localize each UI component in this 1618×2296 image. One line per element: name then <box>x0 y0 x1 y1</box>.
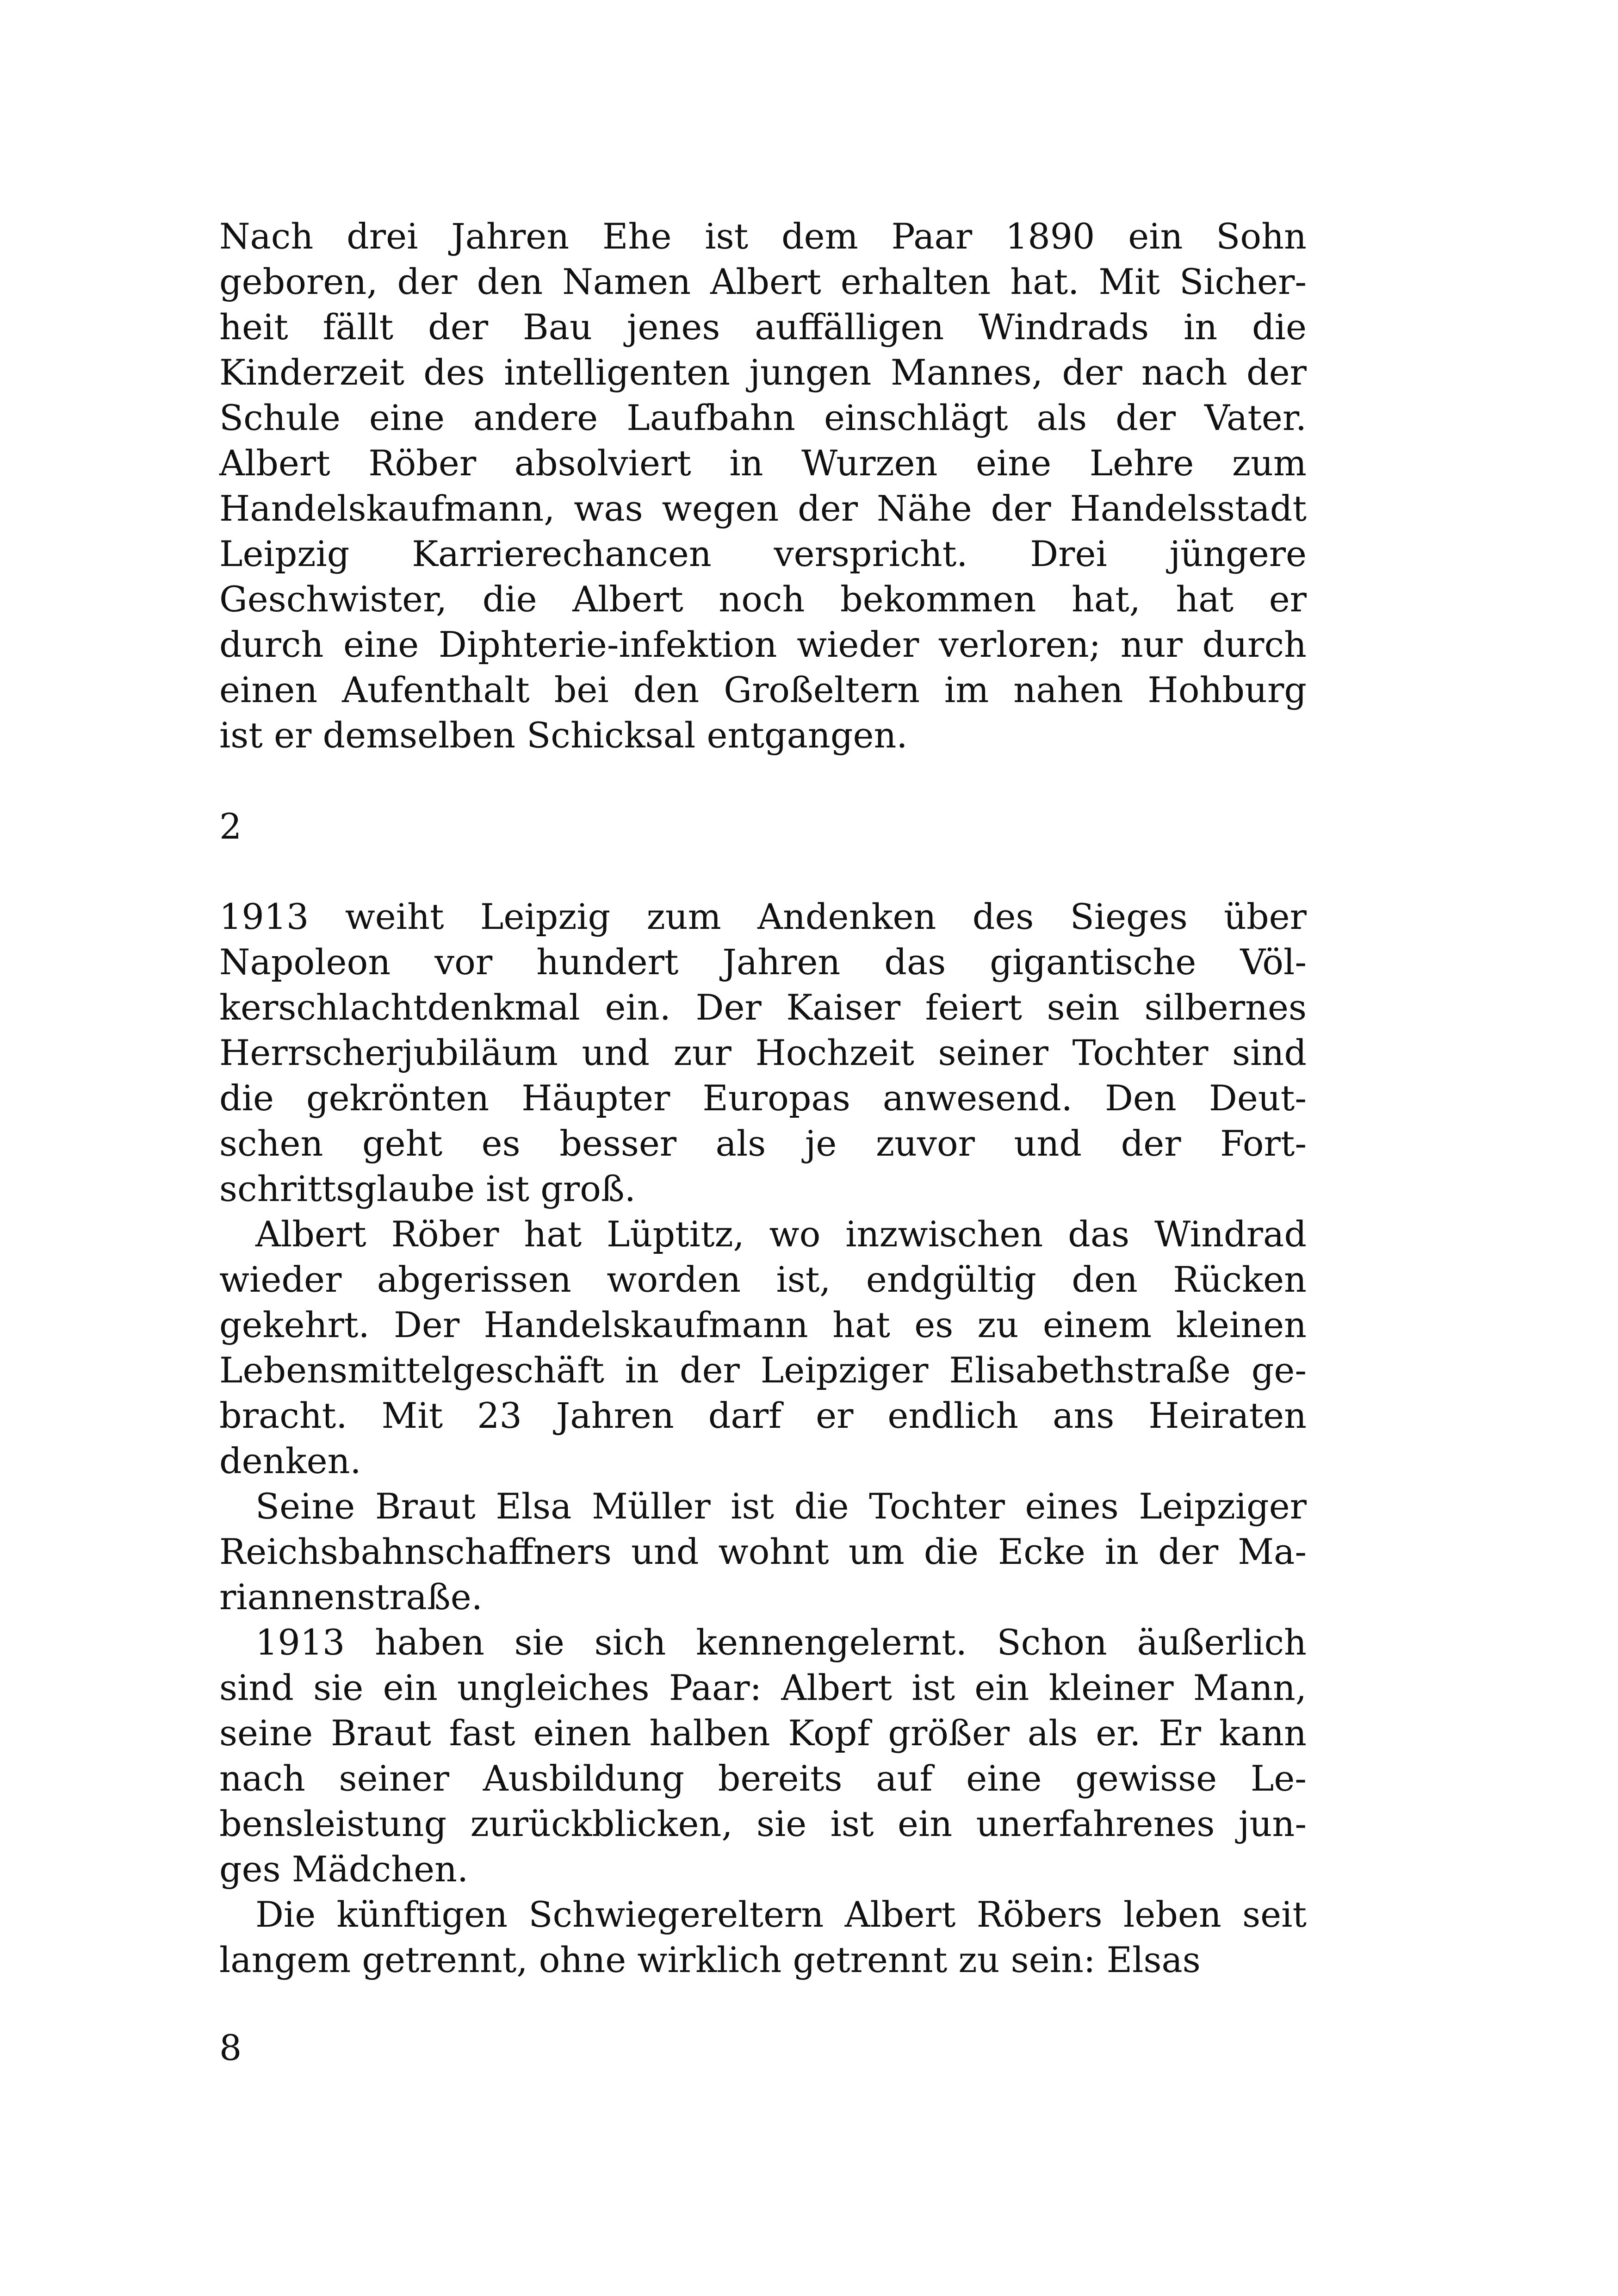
text-line: riannenstraße. <box>219 1576 483 1618</box>
text-line: Lebensmittelgeschäft in der Leipziger Elisabethstraße ge- <box>219 1350 1307 1391</box>
text-line: Seine Braut Elsa Müller ist die Tochter eines Leipziger <box>255 1486 1307 1527</box>
text-line: Reichsbahnschaffners und wohnt um die Ecke in der Ma- <box>219 1531 1307 1572</box>
text-line: einen Aufenthalt bei den Großeltern im nahen Hohburg <box>219 669 1307 710</box>
text-line: schen geht es besser als je zuvor und der Fort- <box>219 1123 1307 1164</box>
text-line: Die künftigen Schwiegereltern Albert Röbers leben seit <box>255 1894 1307 1935</box>
text-line: kerschlachtdenkmal ein. Der Kaiser feiert sein silbernes <box>219 987 1307 1028</box>
text-line: Kinderzeit des intelligenten jungen Mannes, der nach der <box>219 352 1307 393</box>
text-line: Herrscherjubiläum und zur Hochzeit seiner Tochter sind <box>219 1032 1307 1073</box>
text-line: heit fällt der Bau jenes auffälligen Windrads in die <box>219 306 1307 348</box>
text-line: schrittsglaube ist groß. <box>219 1168 636 1209</box>
text-line: Schule eine andere Laufbahn einschlägt als der Vater. <box>219 397 1307 438</box>
text-line: Albert Röber absolviert in Wurzen eine Lehre zum <box>219 442 1307 484</box>
text-line: bracht. Mit 23 Jahren darf er endlich ans Heiraten <box>219 1395 1307 1436</box>
text-line: Albert Röber hat Lüptitz, wo inzwischen das Windrad <box>255 1213 1307 1255</box>
text-line: Handelskaufmann, was wegen der Nähe der Handelsstadt <box>219 488 1307 529</box>
text-line: denken. <box>219 1440 361 1481</box>
text-line: ges Mädchen. <box>219 1848 469 1890</box>
text-line: ist er demselben Schicksal entgangen. <box>219 715 908 756</box>
text-line: Nach drei Jahren Ehe ist dem Paar 1890 ein Sohn <box>219 216 1307 257</box>
text-line: Geschwister, die Albert noch bekommen hat, hat er <box>219 579 1307 620</box>
text-line: 1913 weiht Leipzig zum Andenken des Sieges über <box>219 896 1307 937</box>
text-line: durch eine Diphterie-infektion wieder verloren; nur durch <box>219 624 1307 665</box>
text-line: sind sie ein ungleiches Paar: Albert ist ein kleiner Mann, <box>219 1667 1307 1708</box>
paragraph-block-2 <box>219 894 1307 1983</box>
text-line: wieder abgerissen worden ist, endgültig den Rücken <box>219 1259 1307 1300</box>
paragraph-block-1 <box>219 214 1307 758</box>
text-line: die gekrönten Häupter Europas anwesend. Den Deut- <box>219 1077 1307 1119</box>
text-line: 1913 haben sie sich kennengelernt. Schon äußerlich <box>255 1622 1307 1663</box>
text-line: geboren, der den Namen Albert erhalten hat. Mit Sicher- <box>219 261 1307 302</box>
text-line: Leipzig Karrierechancen verspricht. Drei jüngere <box>219 533 1307 574</box>
text-line: Napoleon vor hundert Jahren das gigantische Völ- <box>219 941 1307 983</box>
page-number: 8 <box>219 2027 242 2068</box>
text-line: langem getrennt, ohne wirklich getrennt zu sein: Elsas <box>219 1939 1201 1980</box>
section-number: 2 <box>219 806 242 847</box>
text-line: seine Braut fast einen halben Kopf größer als er. Er kann <box>219 1712 1307 1754</box>
text-line: bensleistung zurückblicken, sie ist ein unerfahrenes jun- <box>219 1803 1307 1844</box>
text-line: gekehrt. Der Handelskaufmann hat es zu einem kleinen <box>219 1304 1307 1345</box>
text-line: nach seiner Ausbildung bereits auf eine gewisse Le- <box>219 1758 1307 1799</box>
